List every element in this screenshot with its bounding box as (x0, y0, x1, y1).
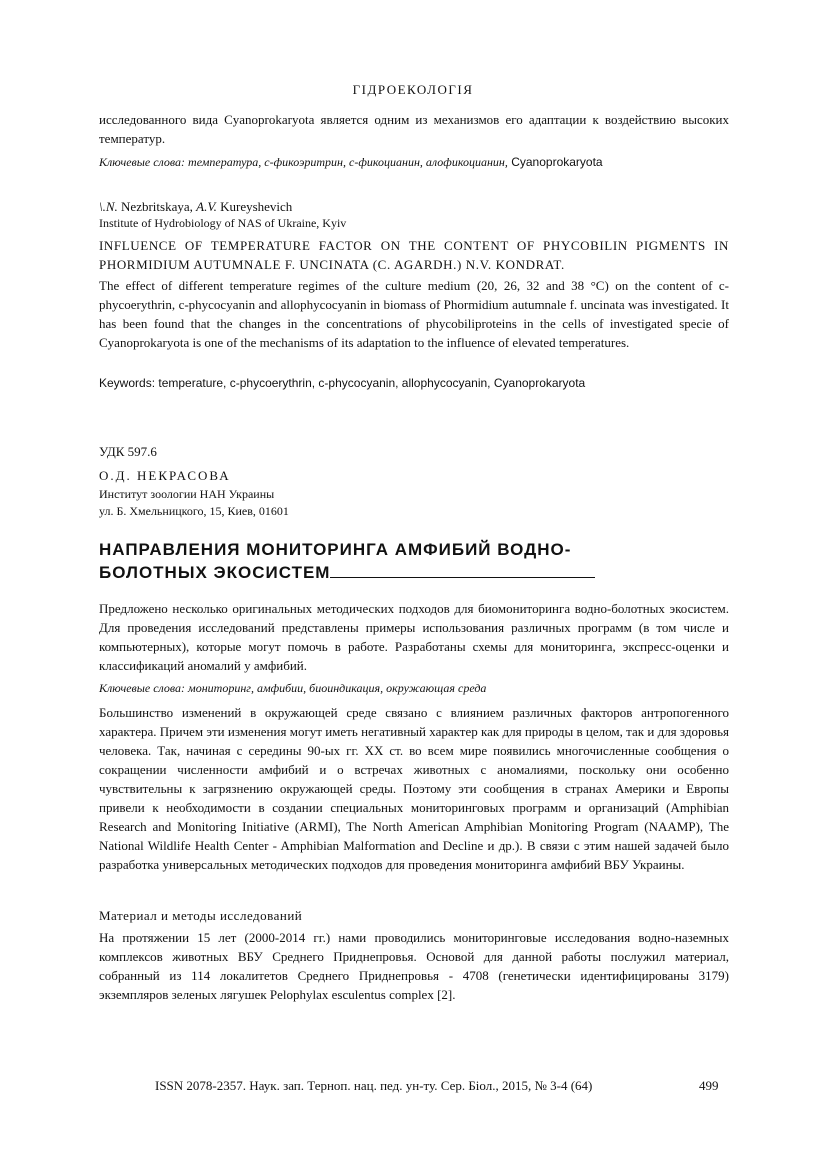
author1-initials: \.N. (99, 199, 118, 214)
page-number: 499 (699, 1078, 719, 1093)
title-line-2 (99, 561, 729, 584)
article-affiliation-1: Институт зоологии НАН Украины (99, 487, 275, 501)
author2-initials: A.V. (196, 199, 217, 214)
english-title: INFLUENCE OF TEMPERATURE FACTOR ON THE CONTENT OF PHYCOBILIN PIGMENTS IN PHORMIDIUM AUTUMNALE F. UNCINATA (C. AGARDH.) N.V. KONDRAT. (99, 238, 729, 272)
previous-abstract-tail: исследованного вида Cyanoprokaryota является одним из механизмов его адаптации к воздействию высоких температур. (99, 112, 729, 146)
previous-keywords (99, 153, 729, 172)
keywords-label: Ключевые слова: (99, 155, 186, 169)
english-keywords: Keywords: temperature, c-phycoerythrin, c-phycocyanin, allophycocyanin, Cyanoprokaryota (99, 376, 586, 390)
udk-code: УДК 597.6 (99, 444, 157, 459)
title-rule (330, 561, 595, 578)
english-affiliation: Institute of Hydrobiology of NAS of Ukraine, Kyiv (99, 216, 347, 230)
article-abstract: Предложено несколько оригинальных методических подходов для биомониторинга водно-болотных экосистем. Для проведения исследований представлены примеры использования различных программ (в том числе и компьютерных), которые могут помочь в работе. Разработаны схемы для мониторинга, экспресс-оценки и классификаций аномалий у амфибий. (99, 601, 729, 673)
title-line-2-text: БОЛОТНЫХ ЭКОСИСТЕМ (99, 563, 331, 582)
english-abstract: The effect of different temperature regimes of the culture medium (20, 26, 32 and 38 °C) on the content of c-phycoerythrin, c-phycocyanin and allophycocyanin in biomass of Phormidium autumnale f. uncinata was investigated. It has been found that the changes in the concentrations of phycobiliproteins in the cells of investigated specie of Cyanoprokaryota is one of the mechanisms of its adaptation to the influence of elevated temperatures. (99, 278, 729, 350)
article-keywords: Ключевые слова: мониторинг, амфибии, биоиндикация, окружающая среда (99, 681, 487, 695)
author1-name: Nezbritskaya, (117, 199, 197, 214)
article-affiliation-2: ул. Б. Хмельницкого, 15, Киев, 01601 (99, 504, 289, 518)
methods-paragraph: На протяжении 15 лет (2000-2014 гг.) нами проводились мониторинговые исследования водно-наземных комплексов животных ВБУ Среднего Приднепровья. Основой для данной работы послужил материал, собранный из 114 локалитетов Среднего Приднепровья - 4708 (генетически идентифицированы 3179) экземпляров зеленых лягушек Pelophylax esculentus complex [2]. (99, 930, 729, 1002)
article-author: О.Д. НЕКРАСОВА (99, 468, 231, 483)
keywords-text: температура, с-фикоэритрин, с-фикоцианин, алофикоцианин, (185, 155, 508, 169)
title-line-1: НАПРАВЛЕНИЯ МОНИТОРИНГА АМФИБИЙ ВОДНО- (99, 540, 572, 559)
footer-citation: ISSN 2078-2357. Наук. зап. Терноп. нац. пед. ун-ту. Сер. Біол., 2015, № 3-4 (64) (155, 1078, 593, 1093)
article-title (99, 538, 729, 584)
author2-name: Kureyshevich (216, 199, 293, 214)
keywords-tail: Cyanoprokaryota (507, 155, 603, 169)
running-header: ГІДРОЕКОЛОГІЯ (352, 82, 474, 97)
introduction-paragraph: Большинство изменений в окружающей среде связано с влиянием различных факторов антропогенного характера. Причем эти изменения могут иметь негативный характер как для природы в целом, так и для здоровья человека. Так, начиная с середины 90-ых гг. XX ст. во всем мире появились многочисленные сообщения о сокращении численности амфибий и о встречах животных с аномалиями, поскольку они особенно чувствительны к загрязнению окружающей среды. Поэтому эти сообщения в странах Америки и Европы привели к необходимости в создании специальных мониторинговых программ и организаций (Amphibian Research and Monitoring Initiative (ARMI), The North American Amphibian Monitoring Program (NAAMP), The National Wildlife Health Center - Amphibian Malformation and Decline и др.). В связи с этим нашей задачей было разработка универсальных методических подходов для проведения мониторинга амфибий ВБУ Украины. (99, 705, 729, 872)
methods-heading: Материал и методы исследований (99, 908, 303, 923)
